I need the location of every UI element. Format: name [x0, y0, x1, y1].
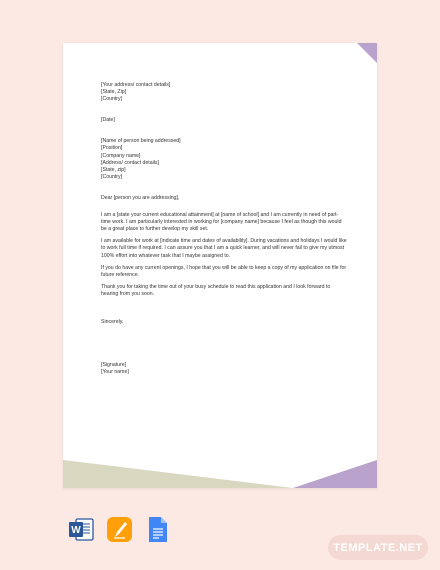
corner-decoration	[357, 43, 377, 63]
word-icon[interactable]	[68, 516, 95, 543]
pages-icon[interactable]	[106, 516, 133, 543]
signature-line: [Your name]	[101, 369, 129, 376]
body-paragraph: If you do have any current openings, I hope that you will be able to keep a copy of my application on file for future reference.	[101, 264, 347, 278]
svg-text:W: W	[71, 525, 81, 536]
body-paragraph: Thank you for taking the time out of your busy schedule to read this application and I look forward to hearing from you soon.	[101, 283, 331, 297]
bottom-band-decoration	[63, 460, 377, 488]
signature-line: [Signature]	[101, 362, 127, 369]
recipient-line: [Address/ contact details]	[101, 159, 159, 166]
body-paragraph: I am available for work at [indicate time and dates of availability]. During vacations and holidays I would like to work full time if required. I can assure you that I am a quick learner, and will never fail to give my utmost 100% effort into whatever task that I maybe assigned to.	[101, 238, 347, 259]
app-icons	[68, 516, 171, 543]
letter-body	[101, 82, 347, 376]
salutation: Dear [person you are addressing],	[101, 194, 180, 201]
closing: Sincerely,	[101, 318, 124, 325]
recipient-line: [State, zip]	[101, 166, 126, 173]
date-line: [Date]	[101, 117, 115, 124]
recipient-line: [Position]	[101, 145, 123, 152]
sender-line: [Your address/ contact details]	[101, 82, 171, 88]
recipient-line: [Company name]	[101, 152, 141, 159]
recipient-line: [Country]	[101, 173, 123, 180]
brand-badge[interactable]: TEMPLATE.NET	[328, 535, 428, 560]
sender-line: [State, Zip]	[101, 89, 127, 96]
google-docs-icon[interactable]	[144, 516, 171, 543]
sender-line: [Country]	[101, 96, 123, 103]
body-paragraph: I am a [state your current educational attainment] at [name of school] and I am currently in need of part-time work. I am particularly interested in working for [company name] because I feel as though this would be a great place to further develop my skill set.	[101, 212, 342, 233]
letter-page	[63, 43, 377, 488]
recipient-line: [Name of person being addressed]	[101, 138, 181, 145]
